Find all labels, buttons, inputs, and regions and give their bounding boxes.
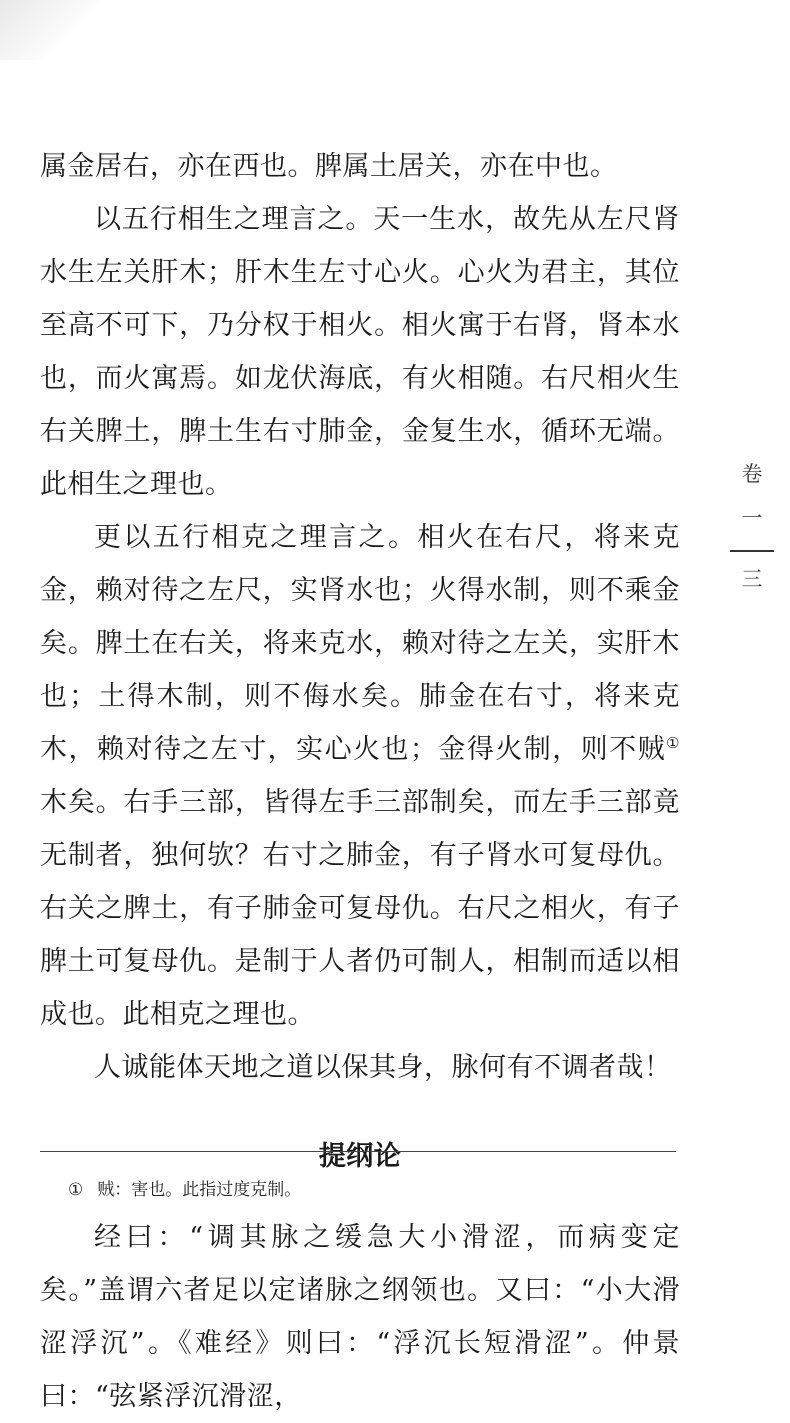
footnote-reference[interactable]: ①: [666, 734, 680, 752]
volume-label: [728, 452, 776, 540]
paragraph-restraint-part2: 木矣。右手三部，皆得左手三部制矣，而左手三部竟无制者，独何欤？右寸之肺金，有子肾水可复母仇。右关之脾土，有子肺金可复母仇。右尺之相火，有子脾土可复母仇。是制于人者仍可制人，相制而适以相成也。此相克之理也。: [40, 787, 680, 1030]
main-text: [40, 140, 680, 1423]
paragraph-continuation: 属金居右，亦在西也。脾属土居关，亦在中也。: [40, 151, 618, 182]
paragraph-generation: 以五行相生之理言之。天一生水，故先从左尺肾水生左关肝木；肝木生左寸心火。心火为君主，其位至高不可下，乃分权于相火。相火寓于右肾，肾本水也，而火寓焉。如龙伏海底，有火相随。右尺相火生右关脾土，脾土生右寸肺金，金复生水，循环无端。此相生之理也。: [40, 204, 680, 500]
margin-label: [728, 452, 776, 594]
scan-smudge: [0, 0, 100, 60]
footnote: [68, 1178, 301, 1202]
footnote-divider: [40, 1151, 676, 1152]
footnote-mark: ①: [68, 1180, 84, 1200]
section-paragraph: 经曰：“调其脉之缓急大小滑涩，而病变定矣。”盖谓六者足以定诸脉之纲领也。又曰：“小大滑涩浮沉”。《难经》则曰：“浮沉长短滑涩”。仲景曰：“弦紧浮沉滑涩，: [40, 1222, 680, 1412]
paragraph-restraint-part1: 更以五行相克之理言之。相火在右尺，将来克金，赖对待之左尺，实肾水也；火得水制，则不乘金矣。脾土在右关，将来克水，赖对待之左关，实肝木也；土得木制，则不侮水矣。肺金在右寸，将来克木，赖对待之左寸，实心火也；金得火制，则不贼: [40, 522, 680, 765]
page-number: 三: [741, 567, 763, 591]
margin-rule: [730, 550, 774, 552]
volume-char: 一: [741, 506, 763, 530]
paragraph-restraint: [40, 511, 680, 1041]
section-title: 提纲论: [318, 1141, 402, 1172]
volume-char: 卷: [741, 462, 763, 486]
paragraph-conclusion: 人诚能体天地之道以保其身，脉何有不调者哉！: [94, 1052, 672, 1083]
footnote-text: 贼：害也。此指过度克制。: [97, 1180, 302, 1200]
